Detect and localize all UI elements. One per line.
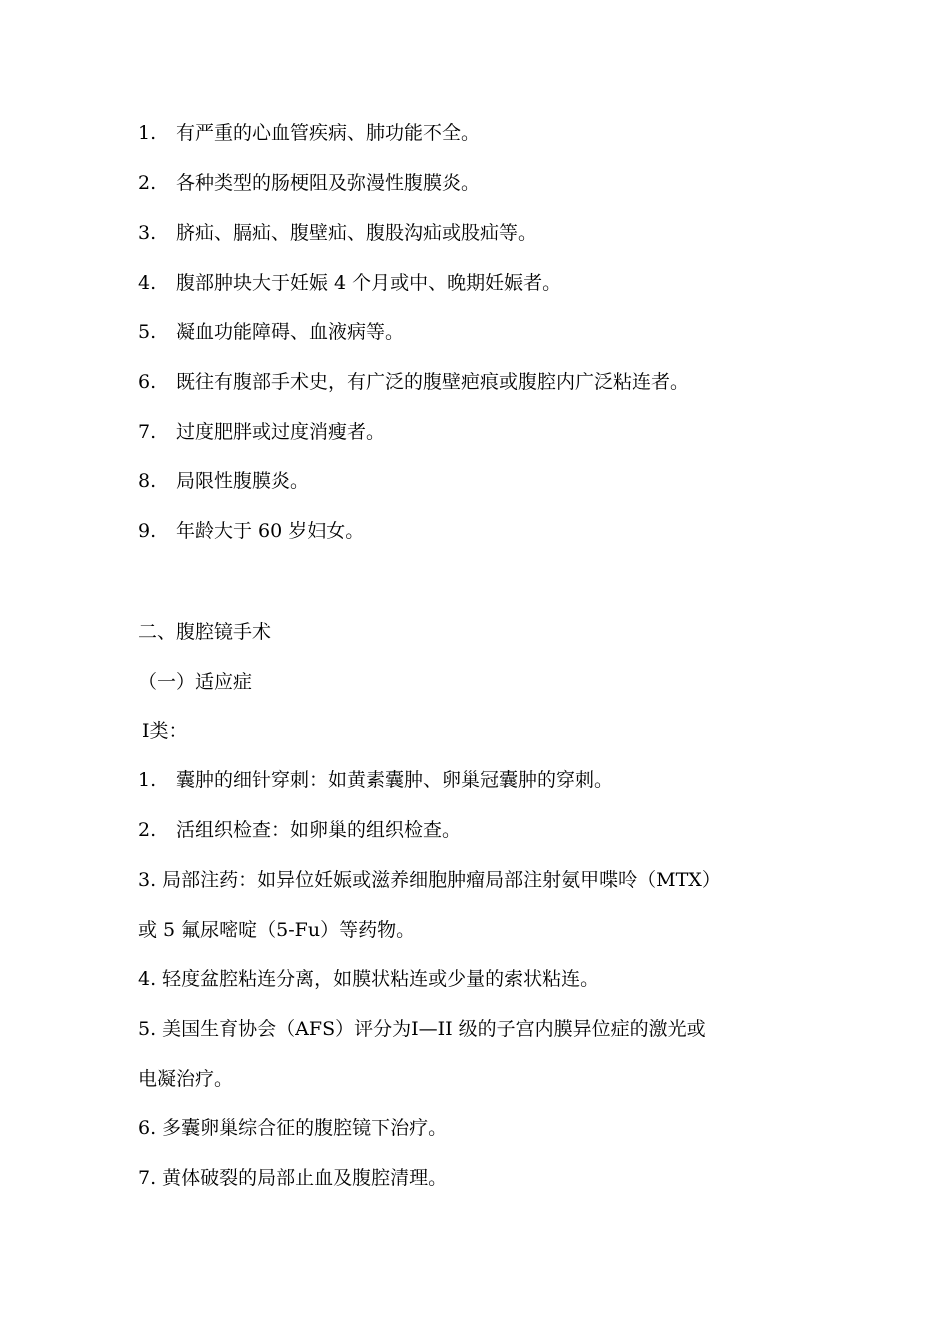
list-number: 2. (138, 172, 157, 194)
list-number: 1. (138, 769, 157, 791)
list-text: 脐疝、膈疝、腹壁疝、腹股沟疝或股疝等。 (176, 222, 538, 244)
list-text: 既往有腹部手术史，有广泛的腹壁疤痕或腹腔内广泛粘连者。 (176, 371, 690, 393)
list-item: 6. 多囊卵巢综合征的腹腔镜下治疗。 (138, 1117, 448, 1139)
list-text: 年龄大于 60 岁妇女。 (176, 520, 365, 542)
list-item (138, 419, 385, 445)
list-item: 7. 黄体破裂的局部止血及腹腔清理。 (138, 1167, 448, 1189)
list-item: 4. 轻度盆腔粘连分离，如膜状粘连或少量的索状粘连。 (138, 968, 600, 990)
list-item (138, 767, 613, 793)
list-text: 过度肥胖或过度消瘦者。 (176, 421, 386, 443)
list-text: 凝血功能障碍、血液病等。 (176, 321, 405, 343)
list-item-continuation: 电凝治疗。 (138, 1068, 234, 1090)
list-item-continuation: 或 5 氟尿嘧啶（5-Fu）等药物。 (138, 919, 416, 941)
list-item (138, 817, 461, 843)
list-text: 囊肿的细针穿刺：如黄素囊肿、卵巢冠囊肿的穿刺。 (176, 769, 614, 791)
list-item: 3. 局部注药：如异位妊娠或滋养细胞肿瘤局部注射氨甲喋呤（MTX） (138, 869, 721, 891)
list-item (138, 270, 561, 296)
list-number: 3. (138, 222, 157, 244)
subsection-title: （一）适应症 (138, 671, 253, 693)
list-item (138, 468, 309, 494)
list-item (138, 369, 689, 395)
list-item (138, 170, 480, 196)
section-title: 二、腹腔镜手术 (138, 621, 272, 643)
list-text: 各种类型的肠梗阻及弥漫性腹膜炎。 (176, 172, 481, 194)
list-text: 有严重的心血管疾病、肺功能不全。 (176, 122, 481, 144)
list-number: 1. (138, 122, 157, 144)
list-number: 2. (138, 819, 157, 841)
list-number: 6. (138, 371, 157, 393)
list-text: 腹部肿块大于妊娠 4 个月或中、晚期妊娠者。 (176, 272, 562, 294)
list-item (138, 319, 404, 345)
list-number: 8. (138, 470, 157, 492)
list-text: 活组织检查：如卵巢的组织检查。 (176, 819, 462, 841)
list-item: 5. 美国生育协会（AFS）评分为Ⅰ—II 级的子宫内膜异位症的激光或 (138, 1018, 706, 1040)
list-number: 5. (138, 321, 157, 343)
list-item (138, 220, 537, 246)
list-number: 9. (138, 520, 157, 542)
category-label: Ⅰ类： (142, 720, 188, 742)
list-number: 7. (138, 421, 157, 443)
list-number: 4. (138, 272, 157, 294)
list-text: 局限性腹膜炎。 (176, 470, 310, 492)
list-item (138, 120, 480, 146)
list-item (138, 518, 364, 544)
